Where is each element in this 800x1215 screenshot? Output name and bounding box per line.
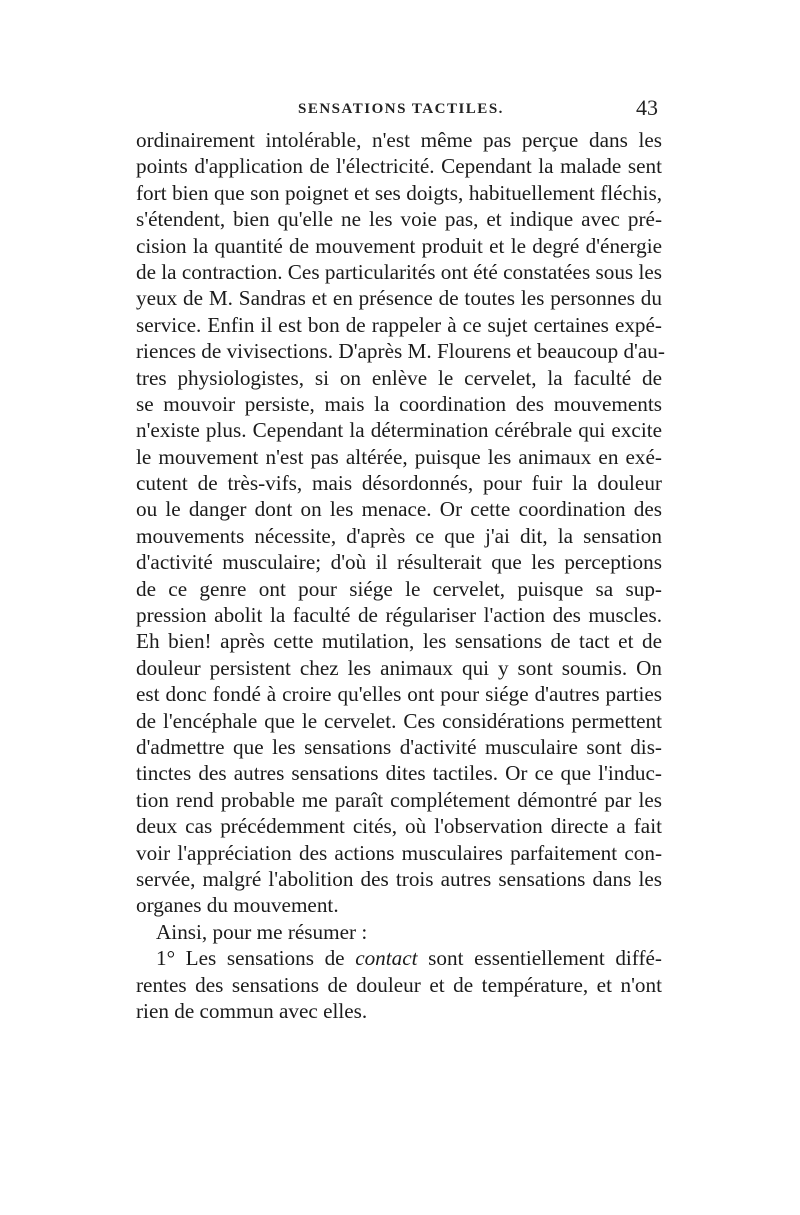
text-line: points d'application de l'électricité. Cependant la malade sent — [136, 154, 662, 179]
text-line: Ainsi, pour me résumer : — [156, 919, 368, 944]
running-title: SENSATIONS TACTILES. — [298, 101, 504, 117]
text-line: Eh bien! après cette mutilation, les sensations de tact et de — [136, 629, 662, 654]
text-line: tres physiologistes, si on enlève le cervelet, la faculté de — [136, 365, 662, 390]
text-line: de l'encéphale que le cervelet. Ces considérations permettent — [136, 708, 662, 733]
numbered-point-end: sont essentiellement diffé- — [428, 946, 662, 971]
text-line: tinctes des autres sensations dites tactiles. Or ce que l'induc- — [136, 761, 662, 786]
text-line: ou le danger dont on les menace. Or cette coordination des — [136, 497, 662, 522]
text-line: cutent de très-vifs, mais désordonnés, pour fuir la douleur — [136, 471, 662, 496]
text-line: service. Enfin il est bon de rappeler à ce sujet certaines expé- — [136, 312, 662, 337]
text-line: se mouvoir persiste, mais la coordination des mouvements — [136, 391, 662, 416]
text-line: yeux de M. Sandras et en présence de toutes les personnes du — [136, 286, 662, 311]
body-text — [136, 127, 665, 1024]
text-line: rien de commun avec elles. — [136, 998, 368, 1023]
text-line: voir l'appréciation des actions musculaires parfaitement con- — [136, 840, 662, 865]
text-line: s'étendent, bien qu'elle ne les voie pas, et indique avec pré- — [136, 207, 662, 232]
text-line: mouvements nécessite, d'après ce que j'ai dit, la sensation — [136, 523, 662, 548]
text-line: de ce genre ont pour siége le cervelet, puisque sa sup- — [136, 576, 662, 601]
text-line: douleur persistent chez les animaux qui y sont soumis. On — [136, 655, 662, 680]
text-line: ordinairement intolérable, n'est même pas perçue dans les — [136, 128, 662, 152]
text-line: le mouvement n'est pas altérée, puisque les animaux en exé- — [136, 444, 662, 469]
text-line: d'activité musculaire; d'où il résulterait que les perceptions — [136, 550, 662, 575]
text-line: fort bien que son poignet et ses doigts, habituellement fléchis, — [136, 180, 662, 205]
emphasis-contact: contact — [355, 946, 418, 971]
text-line: pression abolit la faculté de régulariser l'action des muscles. — [136, 603, 662, 628]
text-line: cision la quantité de mouvement produit et le degré d'énergie — [136, 233, 662, 258]
page-number: 43 — [636, 95, 658, 120]
text-line: rentes des sensations de douleur et de température, et n'ont — [136, 972, 662, 997]
text-line: tion rend probable me paraît complétement démontré par les — [136, 787, 662, 812]
text-line: d'admettre que les sensations d'activité musculaire sont dis- — [136, 734, 662, 759]
text-line: de la contraction. Ces particularités ont été constatées sous les — [136, 259, 662, 284]
text-line: est donc fondé à croire qu'elles ont pour siége d'autres parties — [136, 682, 662, 707]
text-line-numbered — [136, 945, 662, 971]
running-head — [136, 95, 658, 125]
numbered-point-start: 1° Les sensations de — [156, 946, 345, 971]
text-line: deux cas précédemment cités, où l'observation directe a fait — [136, 814, 662, 839]
text-line: servée, malgré l'abolition des trois autres sensations dans les — [136, 866, 662, 891]
text-line: organes du mouvement. — [136, 893, 339, 918]
text-line: riences de vivisections. D'après M. Flourens et beaucoup d'au- — [136, 339, 665, 364]
text-line: n'existe plus. Cependant la détermination cérébrale qui excite — [136, 418, 662, 443]
